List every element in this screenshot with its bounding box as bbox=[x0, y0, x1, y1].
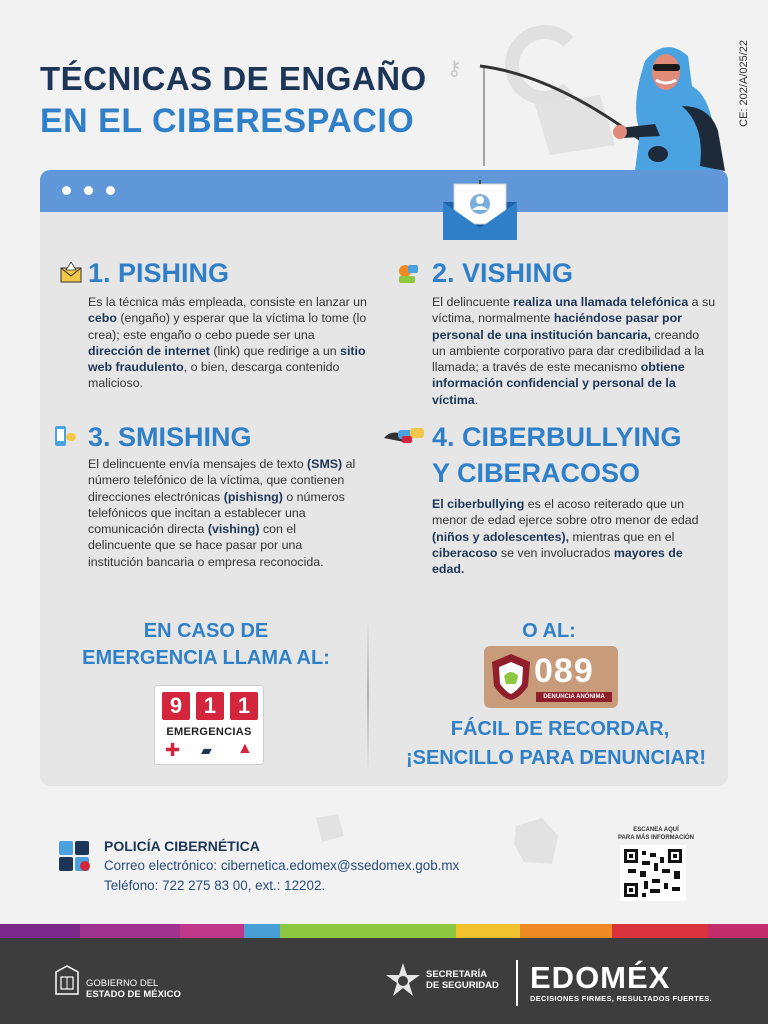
gob-line2: ESTADO DE MÉXICO bbox=[86, 989, 181, 1000]
or-call-title: O AL: bbox=[522, 620, 576, 642]
qr-code[interactable] bbox=[620, 845, 686, 901]
contact-devices-icon bbox=[58, 840, 92, 872]
section-body-smishing: El delincuente envía mensajes de texto (SMS) al número telefónico de la víctima, que contienen direcciones electrónicas (pishisng) o números telefónicos que incitan a establecer una comunicación directa (vishing) con el delincuente que se hace pasar por una institución bancaria o empresa reconocida. bbox=[88, 457, 356, 569]
emergency-089-logo bbox=[484, 646, 618, 708]
contact-phone[interactable]: Teléfono: 722 275 83 00, ext.: 12202. bbox=[104, 878, 326, 893]
color-stripe-segment bbox=[180, 924, 244, 938]
footer-divider bbox=[516, 960, 518, 1006]
sec-line1: SECRETARÍA bbox=[426, 969, 488, 980]
color-stripe-segment bbox=[80, 924, 180, 938]
window-dot bbox=[106, 186, 115, 195]
card-title-bar bbox=[40, 170, 728, 212]
document-code: CE: 202/A/025/22 bbox=[738, 40, 750, 127]
color-stripe-segment bbox=[456, 924, 520, 938]
fire-icon: ▲ bbox=[237, 740, 253, 757]
email-warning-icon bbox=[60, 262, 82, 284]
emergency-911-logo bbox=[154, 685, 264, 765]
phone-call-icon bbox=[397, 262, 419, 284]
emergency-divider bbox=[367, 620, 369, 770]
gob-line1: GOBIERNO DEL bbox=[86, 978, 159, 989]
section-title-vishing: 2. VISHING bbox=[432, 258, 574, 288]
color-stripe-segment bbox=[708, 924, 768, 938]
contact-email[interactable]: Correo electrónico: cibernetica.edomex@ssedomex.gob.mx bbox=[104, 858, 460, 873]
qr-caption-line1: ESCANEA AQUÍ bbox=[633, 827, 679, 833]
chat-bubbles-icon bbox=[382, 426, 426, 446]
anonymous-report-label: DENUNCIA ANÓNIMA bbox=[536, 692, 612, 702]
emergency-label: EMERGENCIAS bbox=[166, 726, 252, 738]
section-title-pishing: 1. PISHING bbox=[88, 258, 230, 288]
qr-caption-line2: PARA MÁS INFORMACIÓN bbox=[618, 835, 694, 841]
police-cap-icon: ▰ bbox=[201, 742, 212, 758]
sms-icon bbox=[54, 425, 76, 447]
sec-line2: DE SEGURIDAD bbox=[426, 980, 499, 991]
color-stripe-segment bbox=[280, 924, 456, 938]
section-body-ciberbullying: El ciberbullying es el acoso reiterado que un menor de edad ejerce sobre otro menor de edad (niños y adolescentes), mientras que en el ciberacoso se ven involucrados mayores de edad. bbox=[432, 497, 699, 577]
red-cross-icon: ✚ bbox=[165, 740, 181, 760]
color-stripe-segment bbox=[0, 924, 80, 938]
slogan-line1: FÁCIL DE RECORDAR, bbox=[450, 718, 670, 740]
envelope-user-icon bbox=[441, 180, 519, 242]
color-stripe-segment bbox=[612, 924, 708, 938]
section-title-ciberbullying-line2: Y CIBERACOSO bbox=[432, 458, 641, 488]
contact-title: POLICÍA CIBERNÉTICA bbox=[104, 838, 260, 854]
page-title-line2: EN EL CIBERESPACIO bbox=[40, 102, 415, 140]
number-089: 089 bbox=[534, 652, 594, 690]
paper-scrap-decoration bbox=[312, 812, 348, 844]
emergency-title-line1: EN CASO DE bbox=[143, 620, 269, 642]
qr-caption bbox=[604, 826, 708, 842]
security-star-icon bbox=[384, 962, 422, 1000]
hacker-fishing-illustration bbox=[470, 36, 732, 186]
section-body-pishing: Es la técnica más empleada, consiste en lanzar un cebo (engaño) y esperar que la víctima lo tome (lo crea); este engaño o cebo puede ser una dirección de internet (link) que redirige a un sitio web fraudulento, o bien, descarga contenido malicioso. bbox=[88, 295, 367, 391]
crumpled-paper-decoration bbox=[512, 816, 562, 868]
security-logo-text bbox=[426, 969, 499, 991]
digit-9: 9 bbox=[162, 692, 190, 720]
page-title-line1: TÉCNICAS DE ENGAÑO bbox=[40, 60, 427, 97]
slogan-line2: ¡SENCILLO PARA DENUNCIAR! bbox=[406, 747, 706, 769]
section-title-ciberbullying-line1: 4. CIBERBULLYING bbox=[432, 422, 682, 452]
window-dot bbox=[62, 186, 71, 195]
key-icon: ⚷ bbox=[447, 58, 462, 80]
section-title-smishing: 3. SMISHING bbox=[88, 422, 252, 452]
digit-1b: 1 bbox=[230, 692, 258, 720]
window-dot bbox=[84, 186, 93, 195]
digit-1: 1 bbox=[196, 692, 224, 720]
state-seal-icon bbox=[52, 964, 82, 998]
footer bbox=[0, 938, 768, 1024]
emergency-title-line2: EMERGENCIA LLAMA AL: bbox=[82, 647, 330, 669]
section-body-vishing: El delincuente realiza una llamada telefónica a su víctima, normalmente haciéndose pasar por personal de una institución bancaria, creando un ambiente corporativo para dar credibilidad a la llamada; a través de este mecanismo obtiene información confidencial y personal de la víctima. bbox=[432, 295, 716, 407]
color-stripe-segment bbox=[244, 924, 280, 938]
color-stripe-segment bbox=[520, 924, 612, 938]
edomex-tagline: DECISIONES FIRMES, RESULTADOS FUERTES. bbox=[530, 994, 712, 1003]
shield-icon bbox=[490, 652, 532, 702]
government-logo-text bbox=[86, 978, 181, 1000]
edomex-brand: EDOMÉX bbox=[530, 960, 671, 995]
